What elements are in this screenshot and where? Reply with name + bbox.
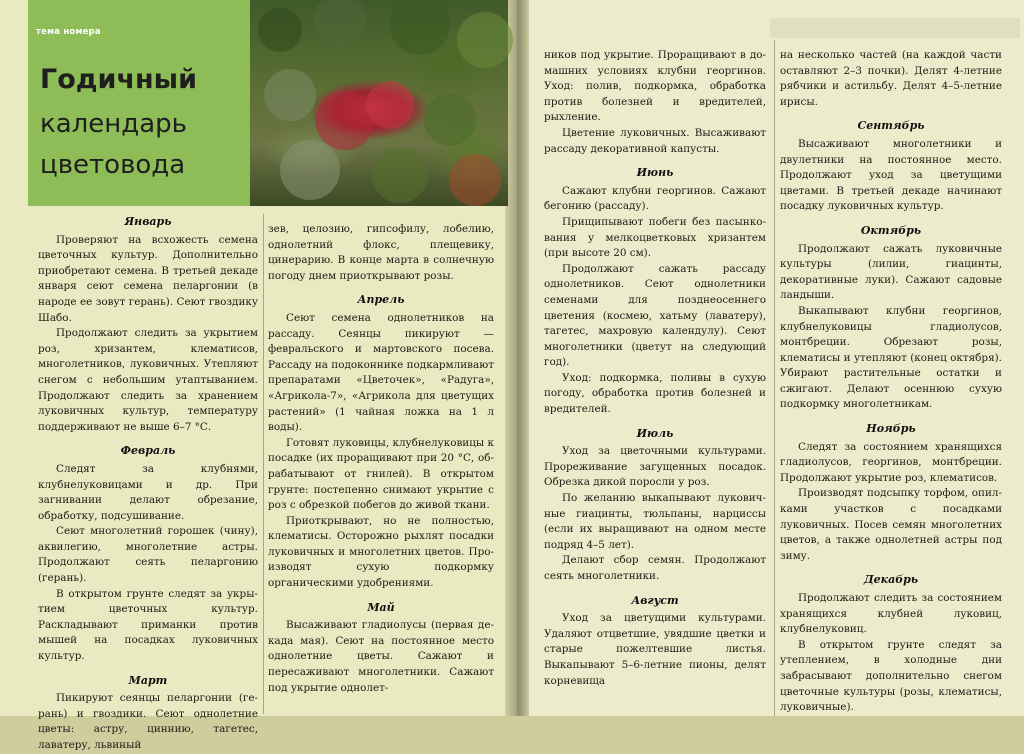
month-heading: Март [128,673,168,687]
page-gutter [505,0,529,716]
paragraph: Сажают клубни георгинов. Сажают бегонию (рассаду). [544,184,766,213]
paragraph: Продолжают сажать рассаду однолетников. Сеют однолетники семенами для позднеосеннего цветения (космею, хатьму (лаватеру), тагетес, махровую календулу). Сеют многолетники (цветут на следующий год). [544,262,766,369]
paragraph: ников под укрытие. Проращивают в домашних условиях клубни георгинов. Уход: полив, подкормка, обработка против болезней и вредителей, рыхление. [544,49,766,124]
paragraph: зев, целозию, гипсофилу, лобелию, однолетний флокс, плещевику, цинерарию. В конце марта в солнечную погоду днем приоткрывают розы. [268,223,494,282]
paragraph: Делают сбор семян. Продолжают сеять многолетники. [544,554,766,582]
column-divider [774,40,775,716]
paragraph: Уход: подкормка, поливы в сухую погоду, обработка против болезней и вредителей. [544,371,766,416]
month-heading: Ноябрь [866,422,916,436]
garden-photo-shapes [250,0,508,206]
paragraph: Высаживают многолетники и двулетники на постоянное место. Продолжают уход за цветущими цветами. В третьей декаде начинают посадку луковичных культур. [780,137,1002,213]
article-title-line-2: календарь [40,109,187,139]
text-column-2 [268,222,494,696]
paragraph: Цветение луковичных. Высаживают рассаду декоративной капусты. [544,126,766,155]
section-rubric: тема номера [36,27,101,37]
paragraph: Выкапывают клубни георгинов, клубнелуковицы гладиолусов, монтбреции. Обрезают розы, клематисы и утепляют (конец октября). Убирают растительные остатки и сжигают. Делают осеннюю сухую подкормку многолетникам. [780,304,1002,411]
paragraph: Прищипывают побеги без пасынкования у мелкоцветковых хризантем (при высоте 20 см). [544,215,766,260]
paragraph: Приоткрывают, но не полностью, клематисы. Осторожно рыхлят посадки луковичных и многолетних цветов. Производят сухую подкормку органическими удобрениями. [268,514,494,590]
paragraph: Высаживают гладиолусы (первая декада мая). Сеют на постоянное место однолетние цветы. Сажают и пересаживают многолетники. Сажают под укрытие однолет- [268,619,494,694]
paragraph: Производят подсыпку торфом, опилками участков с посадками луковичных. Посев семян многолетних цветов, а также однолетней астры под зиму. [780,487,1002,562]
paragraph: Сеют многолетний горошек (чину), аквилегию, многолетние астры. Продолжают сеять пеларгонию (герань). [38,525,258,585]
month-heading: Июнь [636,166,674,180]
paragraph: Готовят луковицы, клубнелуковицы к посадке (их проращивают при 20 °С, обрабатывают от гнилей). В открытом грунте: постепенно снимают укрытие с роз с обрезкой побегов до живой ткани. [268,436,494,512]
paragraph: Проверяют на всхожесть семена цветочных культур. Дополнительно приобретают семена. В третьей декаде января сеют семена пеларгонии (в народе ее зовут герань). Сеют гвоздику Шабо. [38,233,258,324]
month-heading: Январь [124,215,172,228]
paragraph: В открытом грунте следят за укрытием цветочных культур. Раскладывают приманки против мышей на посадках луковичных культур. [38,587,258,663]
paragraph: В открытом грунте следят за утеплением, в холодные дни забрасывают дополнительно снегом цветочные культуры (розы, клематисы, луковичные). [780,638,1002,714]
month-heading: Май [367,600,395,614]
article-title-line-3: цветовода [40,150,186,180]
right-page-header-strip [770,18,1020,38]
paragraph: на несколько частей (на каждой части оставляют 2–3 почки). Делят 4-летние рябчики и астильбу. Делят 4–5-летние ирисы. [780,49,1002,108]
month-heading: Октябрь [860,223,922,237]
month-heading: Декабрь [863,573,919,587]
month-heading: Февраль [120,444,176,458]
month-heading: Сентябрь [857,119,925,133]
paragraph: Следят за состоянием хранящихся гладиолусов, георгинов, монтбреции. Продолжают укрытие роз, клематисов. [780,440,1002,484]
month-heading: Июль [636,426,674,440]
text-column-3 [544,48,766,689]
garden-photo [250,0,508,206]
paragraph: Продолжают сажать луковичные культуры (лилии, гиацинты, декоративные луки). Сажают садовые ландыши. [780,242,1002,302]
paragraph: Следят за клубнями, клубнелуковицами и др. При загнивании делают обрезание, обработку, подсушивание. [38,462,258,522]
paragraph: Продолжают следить за укрытием роз, хризантем, клематисов, многолетников, луковичных. Утепляют снегом с небольшим утаптыванием. Продолжают следить за хранением луковичных культур, температуру поддерживают не выше 6–7 °С. [38,327,258,433]
month-heading: Апрель [357,293,405,307]
paragraph: Сеют семена однолетников на рассаду. Сеянцы пикируют — февральского и мартовского посева. Рассаду на подоконнике подкармливают препаратами «Цветочек», «Радуга», «Агрикола-7», «Агрикола для цветущих растений» (1 чайная ложка на 1 л воды). [268,311,494,434]
paragraph: Уход за цветочными культурами. Прореживание загущенных посадок. Обрезка дикой поросли у роз. [544,445,766,489]
month-heading: Август [631,593,679,607]
paragraph: По желанию выкапывают луковичные гиацинты, тюльпаны, нарциссы (если их выращивают на одном месте подряд 4–5 лет). [544,492,766,551]
column-divider [263,214,264,714]
paragraph: Уход за цветущими культурами. Удаляют отцветшие, увядшие цветки и старые пожелтевшие листья. Выкапывают 5–6-летние пионы, делят корневища [544,612,766,687]
text-column-1 [38,214,258,754]
paragraph: Продолжают следить за состоянием хранящихся клубней луковиц, клубнелуковиц. [780,592,1002,636]
article-title-line-1: Годичный [40,64,198,95]
text-column-4 [780,48,1002,716]
paragraph: Пикируют сеянцы пеларгонии (герань) и гвоздики. Сеют однолетние цветы: астру, циннию, тагетес, лаватеру, львиный [38,692,258,751]
